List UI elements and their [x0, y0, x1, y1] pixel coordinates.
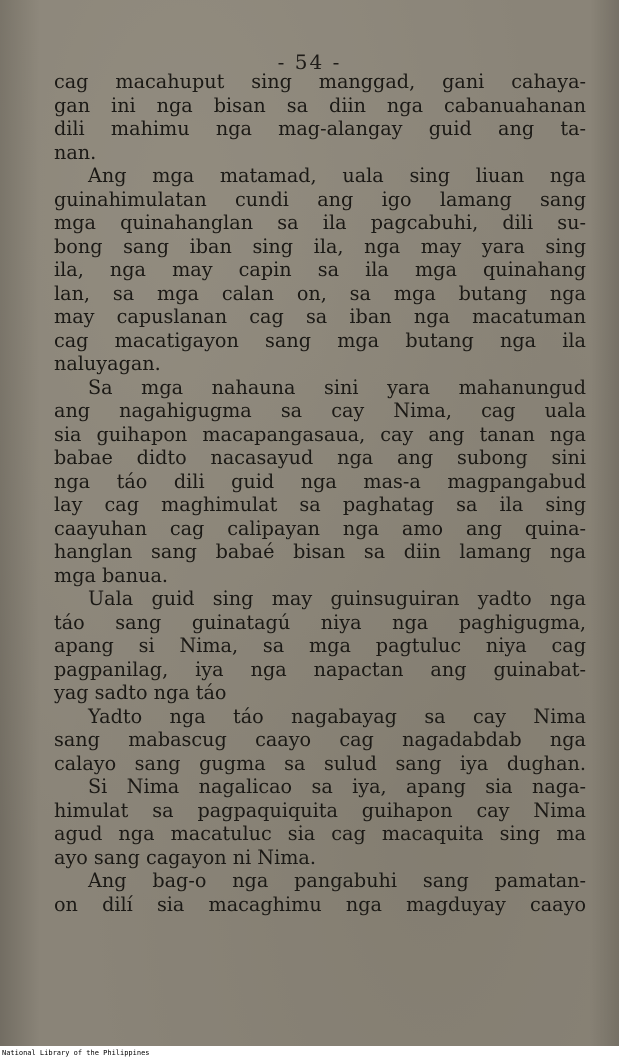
- text-line: gan ini nga bisan sa diin nga cabanuahanan: [54, 93, 586, 117]
- text-line: hanglan sang babaé bisan sa diin lamang nga: [54, 540, 586, 563]
- text-line: on dilí sia macaghimu nga magduyay caayo: [54, 892, 586, 916]
- text-line: mga banua.: [54, 563, 168, 587]
- text-line: dili mahimu nga mag-alangay guid ang ta-: [54, 117, 586, 140]
- text-line: babae didto nacasayud nga ang subong sini: [54, 446, 586, 469]
- text-line: lay cag maghimulat sa paghatag sa ila sing: [54, 493, 586, 516]
- text-line: Sa mga nahauna sini yara mahanungud: [88, 375, 586, 399]
- text-line: calayo sang gugma sa sulud sang iya dughan.: [54, 751, 586, 775]
- text-line: lan, sa mga calan on, sa mga butang nga: [54, 281, 586, 305]
- text-line: Uala guid sing may guinsuguiran yadto nga: [88, 587, 586, 610]
- text-line: himulat sa pagpaquiquita guihapon cay Nima: [54, 798, 586, 822]
- text-line: bong sang iban sing ila, nga may yara sing: [54, 234, 586, 258]
- text-line: agud nga macatuluc sia cag macaquita sing ma: [54, 822, 586, 845]
- text-line: ayo sang cagayon ni Nima.: [54, 845, 316, 869]
- text-line: nan.: [54, 140, 97, 164]
- text-line: caayuhan cag calipayan nga amo ang quina-: [54, 516, 586, 540]
- page-number: - 54 -: [277, 50, 342, 74]
- text-line: sang mabascug caayo cag nagadabdab nga: [54, 728, 586, 751]
- text-line: cag macatigayon sang mga butang nga ila: [54, 328, 586, 352]
- body-text: [54, 70, 586, 916]
- text-line: Yadto nga táo nagabayag sa cay Nima: [88, 704, 586, 728]
- text-line: Si Nima nagalicao sa iya, apang sia naga-: [88, 775, 586, 798]
- text-line: apang si Nima, sa mga pagtuluc niya cag: [54, 634, 586, 657]
- text-line: ila, nga may capin sa ila mga quinahang: [54, 258, 586, 281]
- text-line: Ang bag-o nga pangabuhi sang pamatan-: [88, 869, 586, 892]
- text-line: pagpanilag, iya nga napactan ang guinabat-: [54, 657, 586, 681]
- library-credit: National Library of the Philippines: [2, 1049, 150, 1057]
- text-line: mga quinahanglan sa ila pagcabuhi, dili su-: [54, 211, 586, 234]
- text-line: yag sadto nga táo: [54, 681, 227, 704]
- text-line: naluyagan.: [54, 352, 161, 375]
- text-line: ang nagahigugma sa cay Nima, cag uala: [54, 399, 586, 422]
- text-line: nga táo dili guid nga mas-a magpangabud: [54, 469, 586, 493]
- text-line: cag macahuput sing manggad, gani cahaya-: [54, 70, 586, 93]
- text-line: táo sang guinatagú niya nga paghigugma,: [54, 610, 586, 634]
- text-line: sia guihapon macapangasaua, cay ang tanan nga: [54, 422, 586, 446]
- text-line: may capuslanan cag sa iban nga macatuman: [54, 305, 586, 328]
- text-line: guinahimulatan cundi ang igo lamang sang: [54, 187, 586, 211]
- text-line: Ang mga matamad, uala sing liuan nga: [88, 164, 586, 187]
